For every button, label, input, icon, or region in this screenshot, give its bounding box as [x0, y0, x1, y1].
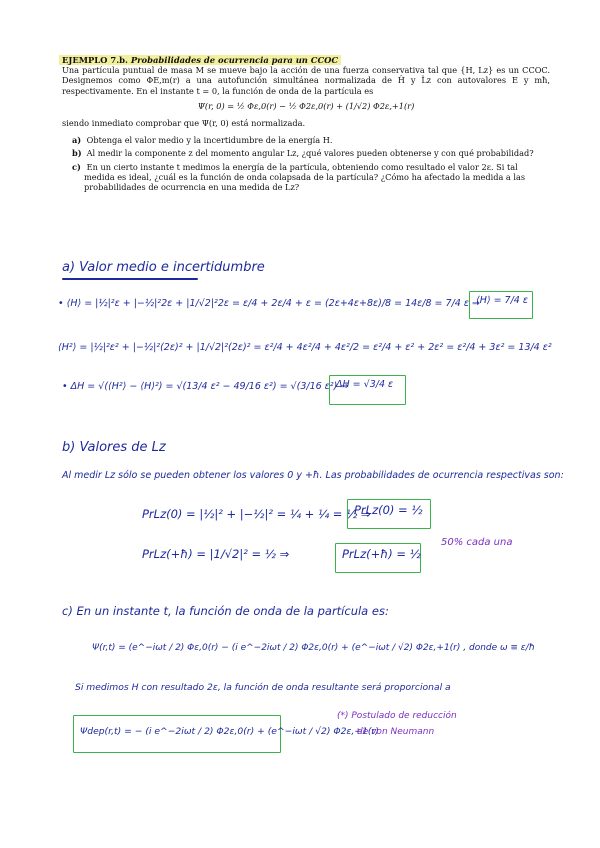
- wavefunction-time-line: Ψ(r,t) = (e^−iωt / 2) Φε,0(r) − (i e^−2iωt / 2) Φ2ε,0(r) + (e^−iωt / √2) Φ2ε,+1(r) , donde ω ≡ ε/ħ: [92, 643, 535, 653]
- question-list: [72, 135, 550, 192]
- prob-zero-result-box: [347, 499, 431, 529]
- example-heading: [59, 55, 341, 65]
- question-item: [72, 135, 550, 145]
- mean-energy-line: • ⟨H⟩ = |½|²ε + |−½|²2ε + |1/√2|²2ε = ε/4 + 2ε/4 + ε = (2ε+4ε+8ε)/8 = 14ε/8 = 7/4 ε ⇒: [58, 298, 480, 309]
- mean-energy-result: ⟨H⟩ = 7/4 ε: [476, 295, 528, 306]
- initial-wavefunction: [62, 101, 550, 111]
- postulate-note-line-2: de von Neumann: [357, 727, 435, 737]
- example-title: EJEMPLO 7.b.: [62, 55, 128, 65]
- energy-uncertainty-result: ΔH = √3/4 ε: [336, 379, 394, 390]
- energy-uncertainty-line: • ΔH = √(⟨H²⟩ − ⟨H⟩²) = √(13/4 ε² − 49/16 ε²) = √(3/16 ε²) ⇒: [62, 381, 349, 392]
- collapsed-wavefunction-box: [73, 715, 379, 753]
- part-b-text: Al medir Lz sólo se pueden obtener los valores 0 y +ħ. Las probabilidades de ocurrencia respectivas son:: [62, 470, 564, 481]
- collapsed-wavefunction: Ψdep(r,t) = − (i e^−2iωt / 2) Φ2ε,0(r) + (e^−iωt / √2) Φ2ε,+1(r): [80, 726, 379, 737]
- question-text: En un cierto instante t medimos la energía de la partícula, obteniendo como resultado el valor 2ε. Si tal medida es ideal, ¿cuál es la función de onda colapsada de la partícula? ¿Cómo ha afectado la medida a las probabilidades de ocurrencia en una medida de Lz?: [84, 161, 526, 193]
- prob-hbar-result: PrLz(+ħ) = ½: [342, 547, 421, 561]
- probability-note: 50% cada una: [441, 537, 513, 548]
- postulate-note-line-1: (*) Postulado de reducción: [337, 711, 457, 721]
- question-item: [72, 162, 550, 193]
- question-label: a): [72, 135, 82, 146]
- problem-intro: Una partícula puntual de masa M se mueve bajo la acción de una fuerza conservativa tal que {H, Lz} es un CCOC. Designemos como ΦE,m(r) a una autofunción simultánea normalizada de Ĥ y L̂z con autovalores E y mħ, respectivamente. En el instante t = 0, la función de onda de la partícula es: [62, 65, 550, 96]
- prob-zero-result: PrLz(0) = ½: [354, 503, 423, 517]
- question-label: b): [72, 148, 82, 159]
- mean-energy-result-box: [469, 291, 533, 319]
- part-a-title: a) Valor medio e incertidumbre: [62, 260, 265, 275]
- part-c-title: c) En un instante t, la función de onda de la partícula es:: [62, 604, 389, 618]
- question-text: Obtenga el valor medio y la incertidumbre de la energía H.: [86, 135, 333, 146]
- question-label: c): [72, 161, 81, 172]
- energy-uncertainty-result-box: [329, 375, 406, 405]
- prob-hbar-line: PrLz(+ħ) = |1/√2|² = ½ ⇒: [142, 547, 290, 561]
- prob-zero-line: PrLz(0) = |½|² + |−½|² = ¼ + ¼ = ½ ⇒: [142, 507, 371, 521]
- question-text: Al medir la componente z del momento angular Lz, ¿qué valores pueden obtenerse y con qué probabilidad?: [86, 148, 534, 159]
- part-a-underline: [62, 278, 198, 280]
- part-b-title: b) Valores de Lz: [62, 440, 166, 455]
- normalization-note: siendo inmediato comprobar que Ψ(r, 0) está normalizada.: [62, 118, 306, 129]
- initial-wavefunction-text: Ψ(r, 0) = ½ Φε,0(r) − ½ Φ2ε,0(r) + (1/√2) Φ2ε,+1(r): [197, 100, 415, 111]
- question-item: [72, 148, 550, 158]
- problem-statement: [62, 55, 550, 195]
- prob-hbar-result-box: [335, 543, 421, 573]
- part-c-text: Si medimos H con resultado 2ε, la función de onda resultante será proporcional a: [75, 682, 451, 693]
- mean-energy-squared-line: ⟨H²⟩ = |½|²ε² + |−½|²(2ε)² + |1/√2|²(2ε)² = ε²/4 + 4ε²/4 + 4ε²/2 = ε²/4 + ε² + 2ε² = ε²/4 + 3ε² = 13/4 ε²: [58, 342, 552, 353]
- example-subtitle: Probabilidades de ocurrencia para un CCOC: [130, 55, 339, 65]
